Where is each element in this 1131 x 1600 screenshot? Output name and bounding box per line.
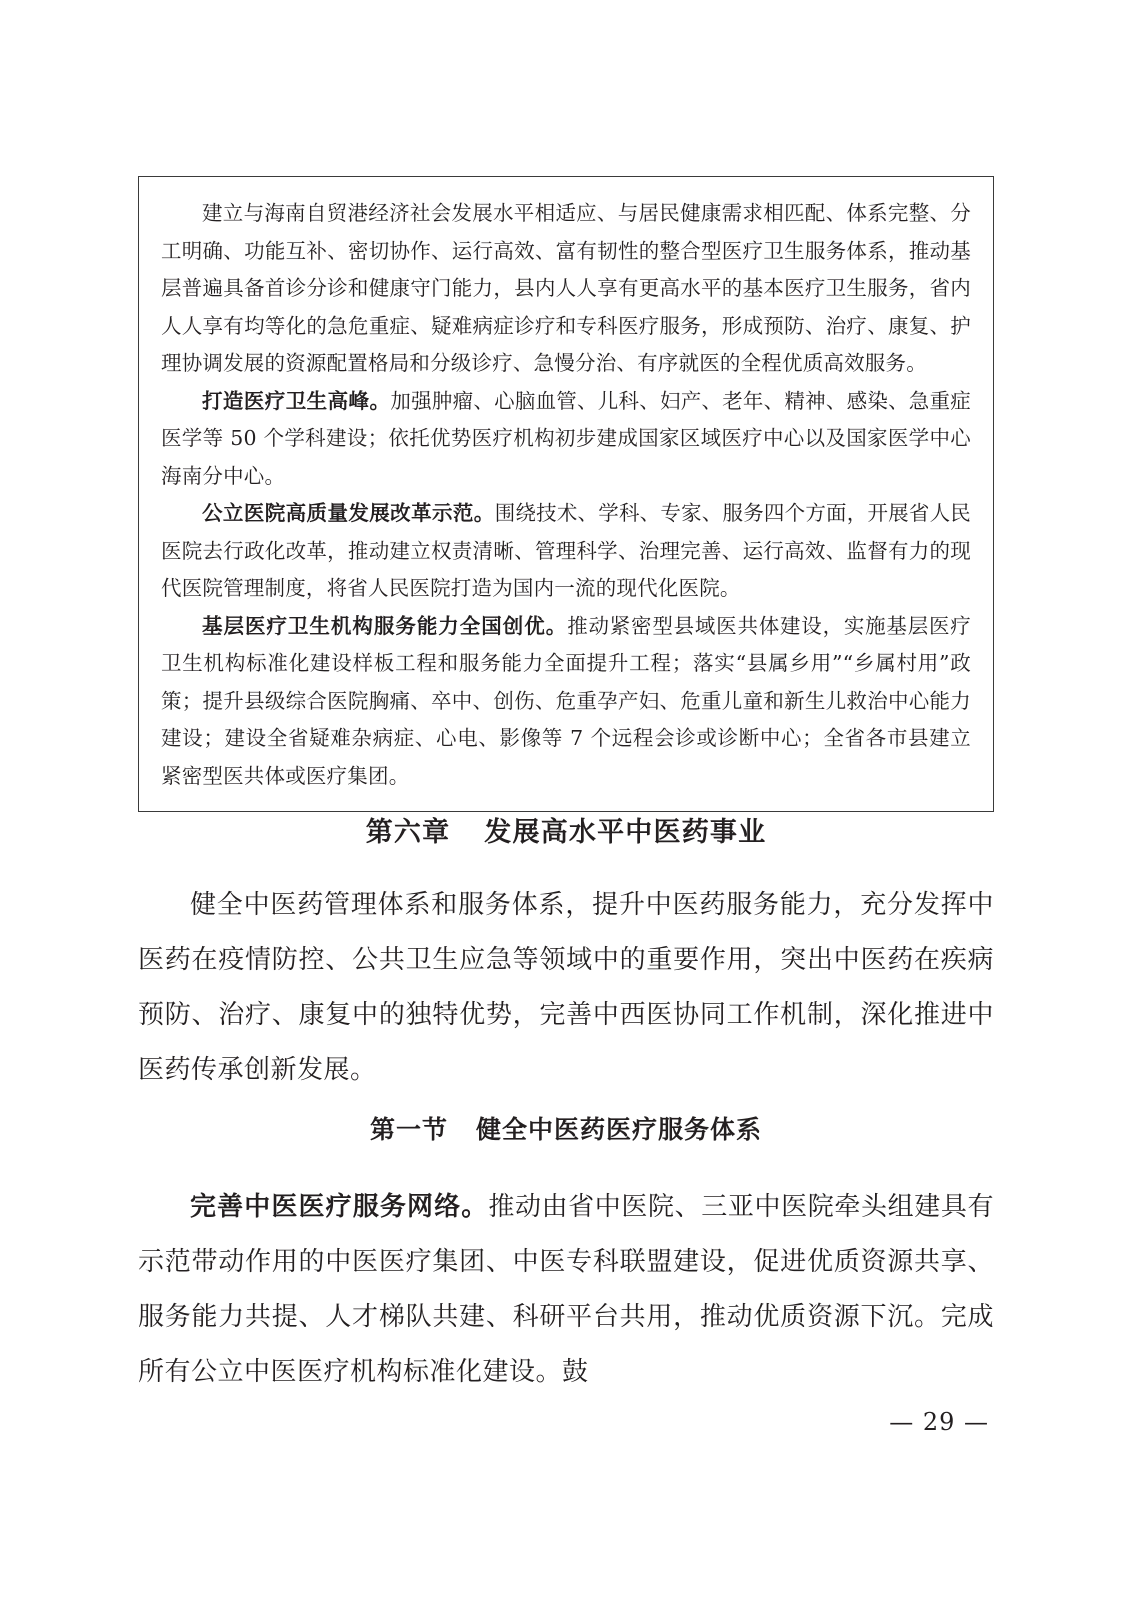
chapter-heading — [138, 810, 994, 849]
page-number: — 29 — — [889, 1408, 989, 1436]
box-paragraph-2-text: 加强肿瘤、心脑血管、儿科、妇产、老年、精神、感染、急重症医学等 50 个学科建设；依托优势医疗机构初步建成国家区域医疗中心以及国家医学中心海南分中心。 — [161, 388, 971, 488]
box-paragraph-2-lead: 打造医疗卫生高峰。 — [202, 388, 391, 413]
section-body-text: 推动由省中医院、三亚中医院牵头组建具有示范带动作用的中医医疗集团、中医专科联盟建设，促进优质资源共享、服务能力共提、人才梯队共建、科研平台共用，推动优质资源下沉。完成所有公立中医医疗机构标准化建设。鼓 — [138, 1192, 994, 1387]
chapter-title-text: 发展高水平中医药事业 — [484, 817, 767, 848]
section-body-paragraph — [138, 1180, 994, 1400]
box-paragraph-2 — [161, 383, 971, 496]
box-paragraph-1-text: 建立与海南自贸港经济社会发展水平相适应、与居民健康需求相匹配、体系完整、分工明确、功能互补、密切协作、运行高效、富有韧性的整合型医疗卫生服务体系，推动基层普遍具备首诊分诊和健康守门能力，县内人人享有更高水平的基本医疗卫生服务，省内人人享有均等化的急危重症、疑难病症诊疗和专科医疗服务，形成预防、治疗、康复、护理协调发展的资源配置格局和分级诊疗、急慢分治、有序就医的全程优质高效服务。 — [161, 201, 971, 375]
box-paragraph-1 — [161, 195, 971, 383]
section-body-lead: 完善中医医疗服务网络。 — [190, 1192, 489, 1222]
box-paragraph-4-text: 推动紧密型县域医共体建设，实施基层医疗卫生机构标准化建设样板工程和服务能力全面提升工程；落实“县属乡用”“乡属村用”政策；提升县级综合医院胸痛、卒中、创伤、危重孕产妇、危重儿童和新生儿救治中心能力建设；建设全省疑难杂病症、心电、影像等 7 个远程会诊或诊断中心；全省各市县建立紧密型医共体或医疗集团。 — [161, 613, 971, 788]
highlight-box — [138, 176, 994, 812]
box-paragraph-3-lead: 公立医院高质量发展改革示范。 — [202, 501, 495, 525]
section-heading — [138, 1110, 994, 1146]
box-paragraph-3-text: 围绕技术、学科、专家、服务四个方面，开展省人民医院去行政化改革，推动建立权责清晰、管理科学、治理完善、运行高效、监督有力的现代医院管理制度，将省人民医院打造为国内一流的现代化医院。 — [161, 501, 971, 600]
box-paragraph-3 — [161, 495, 971, 608]
chapter-body-paragraph: 健全中医药管理体系和服务体系，提升中医药服务能力，充分发挥中医药在疫情防控、公共卫生应急等领域中的重要作用，突出中医药在疾病预防、治疗、康复中的独特优势，完善中西医协同工作机制，深化推进中医药传承创新发展。 — [138, 890, 994, 1085]
section-title-text: 健全中医药医疗服务体系 — [476, 1115, 763, 1144]
chapter-label: 第六章 — [365, 817, 451, 848]
box-paragraph-4-lead: 基层医疗卫生机构服务能力全国创优。 — [202, 613, 568, 638]
section-label: 第一节 — [369, 1115, 448, 1144]
box-paragraph-4 — [161, 608, 971, 796]
